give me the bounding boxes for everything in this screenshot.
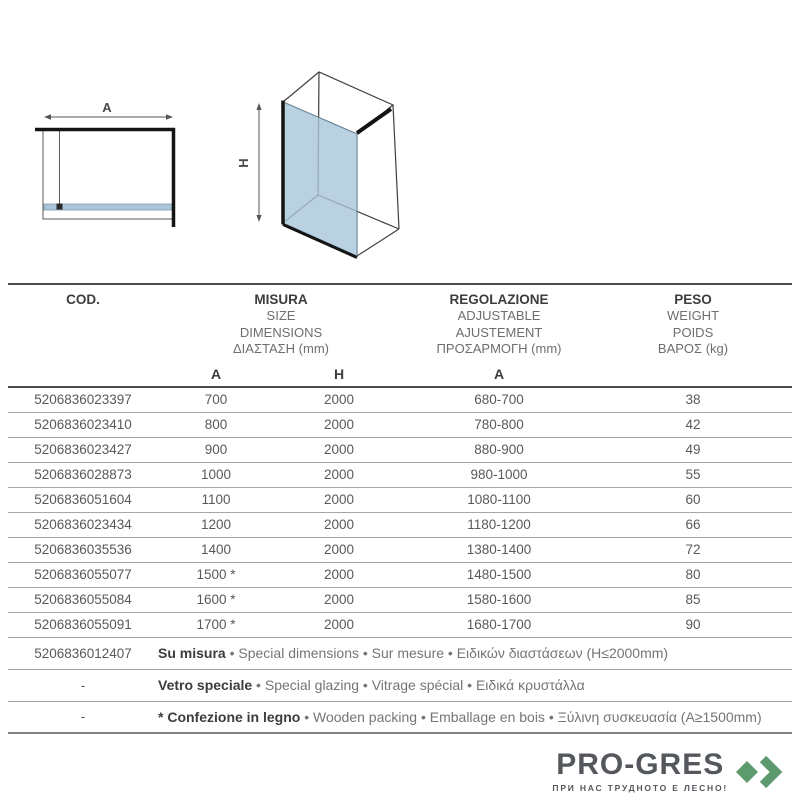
arrow-up-icon [256, 103, 261, 110]
cell-peso: 80 [685, 567, 701, 582]
cell-a: 1700 * [196, 617, 236, 632]
header-varos: ΒΑΡΟΣ (kg) [657, 341, 729, 356]
cell-peso: 60 [685, 492, 701, 507]
cell-cod: 5206836023427 [34, 442, 132, 457]
special-translations: • Special dimensions • Sur mesure • Ειδικών διαστάσεων (H≤2000mm) [225, 645, 669, 661]
cell-adj: 1580-1600 [466, 592, 532, 607]
logo-wordmark: PRO-GRES [556, 748, 725, 781]
dimension-label-h: H [236, 158, 251, 168]
arrow-right-icon [166, 114, 173, 119]
cell-cod: 5206836012407 [34, 645, 132, 661]
cell-adj: 780-800 [474, 417, 524, 432]
cell-peso: 38 [685, 392, 701, 408]
cell-a: 1000 [200, 467, 232, 482]
cell-adj: 1680-1700 [466, 617, 532, 632]
arrow-down-icon [256, 215, 261, 222]
header-regolazione: REGOLAZIONE [449, 292, 549, 307]
arrow-left-icon [44, 114, 51, 119]
cell-description [158, 637, 792, 669]
table-row [8, 562, 792, 587]
cell-a: 1400 [200, 542, 232, 557]
header-poids: POIDS [672, 324, 714, 340]
cell-h: 2000 [323, 392, 355, 408]
chevron-right-icon [763, 759, 776, 785]
cell-peso: 72 [685, 542, 701, 557]
cell-a: 1100 [201, 492, 231, 507]
cell-description [158, 701, 792, 733]
header-adjustable: ADJUSTABLE [457, 308, 541, 323]
special-label: Vetro speciale [158, 677, 253, 693]
cell-a: 700 [204, 392, 228, 408]
header-dimensions: DIMENSIONS [239, 324, 323, 340]
header-diastasi: ΔΙΑΣΤΑΣΗ (mm) [233, 341, 330, 356]
cell-peso: 85 [685, 592, 701, 607]
cell-adj: 1480-1500 [466, 567, 532, 582]
subheader-h: H [333, 365, 345, 382]
cell-h: 2000 [323, 467, 355, 482]
cell-peso: 42 [685, 417, 701, 432]
header-prosarmogi: ΠΡΟΣΑΡΜΟΓΗ (mm) [436, 341, 562, 356]
table-row [8, 512, 792, 537]
cell-a: 1600 * [196, 592, 236, 607]
spec-table-header [8, 284, 792, 387]
table-row [8, 412, 792, 437]
support-bar-3d [357, 109, 391, 133]
cell-adj: 880-900 [474, 442, 524, 457]
technical-drawings [0, 0, 800, 280]
cell-cod: 5206836023397 [34, 392, 132, 408]
cell-cod: 5206836023410 [34, 417, 132, 432]
table-row [8, 387, 792, 412]
cell-h: 2000 [323, 517, 355, 532]
header-size: SIZE [266, 308, 296, 323]
cell-cod: 5206836051604 [34, 492, 132, 507]
cell-h: 2000 [323, 417, 355, 432]
cell-cod: 5206836023434 [34, 517, 132, 532]
header-ajustement: AJUSTEMENT [455, 324, 543, 340]
glass-top-view [44, 204, 172, 210]
cell-peso: 55 [685, 467, 701, 482]
header-regolazione-group [404, 284, 594, 361]
cell-h: 2000 [323, 492, 355, 507]
table-row [8, 537, 792, 562]
cell-h: 2000 [323, 442, 355, 457]
cell-peso: 66 [685, 517, 701, 532]
header-weight: WEIGHT [667, 308, 720, 323]
subheader-a1: A [210, 365, 222, 382]
special-row-su-misura [8, 637, 792, 669]
special-row-confezione-legno [8, 701, 792, 733]
table-row [8, 587, 792, 612]
cell-adj: 980-1000 [470, 467, 528, 482]
cell-description [158, 669, 792, 701]
bracket-square [57, 204, 63, 210]
cell-a: 1200 [200, 517, 232, 532]
cell-h: 2000 [323, 617, 355, 632]
cell-adj: 1080-1100 [467, 492, 531, 507]
dimension-label-a: A [102, 100, 112, 115]
table-row [8, 437, 792, 462]
special-translations: • Special glazing • Vitrage spécial • Ειδικά κρυστάλλα [252, 677, 585, 693]
cell-cod: - [80, 677, 86, 693]
cell-cod: 5206836055077 [34, 567, 132, 582]
special-row-vetro-speciale [8, 669, 792, 701]
cell-cod: 5206836028873 [34, 467, 132, 482]
header-peso: PESO [674, 292, 712, 307]
cell-a: 1500 * [196, 567, 236, 582]
table-row [8, 487, 792, 512]
table-row [8, 612, 792, 637]
cell-cod: 5206836055091 [34, 617, 132, 632]
cell-cod: 5206836035536 [34, 542, 132, 557]
cell-h: 2000 [323, 542, 355, 557]
special-label: * Confezione in legno [158, 708, 301, 725]
cell-cod: - [80, 709, 86, 725]
special-label: Su misura [158, 645, 226, 661]
cell-peso: 49 [685, 442, 701, 457]
cell-adj: 680-700 [474, 392, 524, 408]
3d-view-diagram [236, 72, 399, 258]
top-view-diagram [35, 100, 175, 227]
cell-h: 2000 [323, 567, 355, 582]
logo-tagline: ПРИ НАС ТРУДНОТО Е ЛЕСНО! [552, 783, 728, 793]
cell-cod: 5206836055084 [34, 592, 132, 607]
subheader-peso-empty [594, 361, 792, 387]
cell-a: 900 [204, 442, 228, 457]
logo-arrow-icon [734, 753, 790, 791]
spec-table [8, 283, 792, 734]
brand-logo [552, 750, 790, 793]
special-translations: • Wooden packing • Emballage en bois • Ξύλινη συσκευασία (A≥1500mm) [300, 708, 762, 725]
cell-adj: 1380-1400 [466, 542, 532, 557]
header-misura: MISURA [254, 292, 308, 307]
subheader-a2: A [493, 365, 505, 382]
header-misura-group [158, 284, 404, 361]
table-row [8, 462, 792, 487]
cell-a: 800 [204, 417, 228, 432]
header-cod: COD. [66, 292, 100, 307]
cell-adj: 1180-1200 [467, 517, 531, 532]
diamond-icon [736, 761, 758, 783]
cell-h: 2000 [323, 592, 355, 607]
cell-peso: 90 [685, 617, 701, 632]
header-peso-group [594, 284, 792, 361]
glass-panel-3d [283, 102, 357, 256]
